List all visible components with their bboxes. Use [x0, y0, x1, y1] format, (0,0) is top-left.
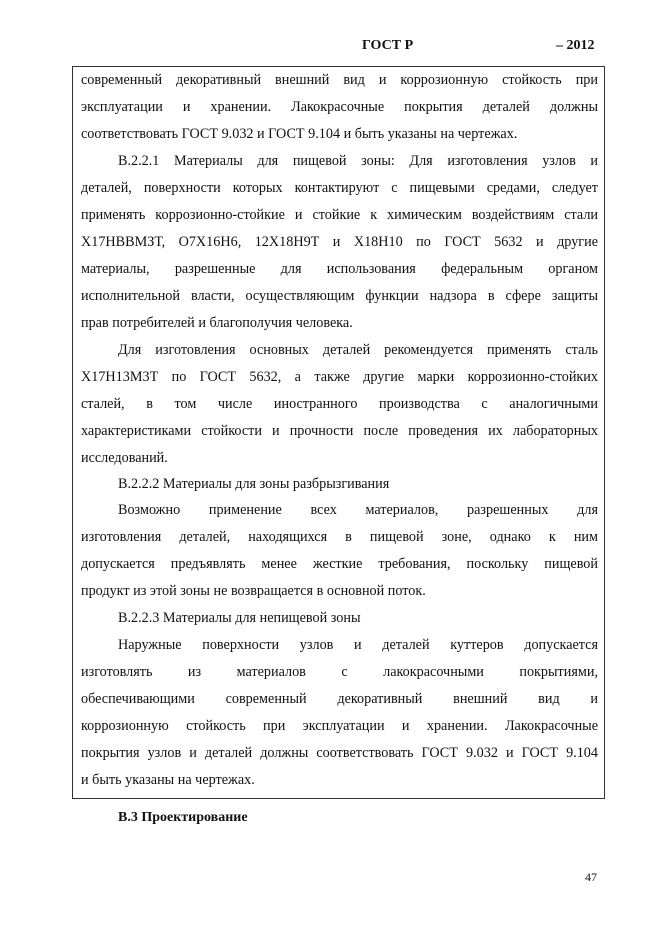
text-line: эксплуатации и хранении. Лакокрасочные покрытия деталей должны	[81, 99, 598, 115]
text-line: изготовления деталей, находящихся в пищевой зоне, однако к ним	[81, 529, 598, 545]
text-line: и быть указаны на чертежах.	[81, 772, 255, 788]
text-line: применять коррозионно-стойкие и стойкие к химическим воздействиям стали	[81, 207, 598, 223]
text-line: Наружные поверхности узлов и деталей куттеров допускается	[118, 637, 598, 653]
section-title-b223: В.2.2.3 Материалы для непищевой зоны	[118, 610, 361, 626]
page-number: 47	[585, 870, 597, 884]
text-line: Для изготовления основных деталей рекомендуется применять сталь	[118, 342, 598, 358]
text-line: коррозионную стойкость при эксплуатации и хранении. Лакокрасочные	[81, 718, 598, 734]
section-heading-b3: В.3 Проектирование	[118, 810, 248, 825]
section-title-b221: В.2.2.1 Материалы для пищевой зоны: Для изготовления узлов и	[118, 153, 598, 169]
text-line: покрытия узлов и деталей должны соответствовать ГОСТ 9.032 и ГОСТ 9.104	[81, 745, 598, 761]
text-line: обеспечивающими современный декоративный внешний вид и	[81, 691, 598, 707]
header-year: – 2012	[556, 38, 595, 53]
text-line: характеристиками стойкости и прочности после проведения их лабораторных	[81, 423, 598, 439]
text-line: деталей, поверхности которых контактируют с пищевыми средами, следует	[81, 180, 598, 196]
text-line: Х17Н13М3Т по ГОСТ 5632, а также другие марки коррозионно-стойких	[81, 369, 598, 385]
section-title-b222: В.2.2.2 Материалы для зоны разбрызгивания	[118, 476, 390, 492]
text-line: соответствовать ГОСТ 9.032 и ГОСТ 9.104 и быть указаны на чертежах.	[81, 126, 518, 142]
text-line: Возможно применение всех материалов, разрешенных для	[118, 502, 598, 518]
text-line: изготовлять из материалов с лакокрасочными покрытиями,	[81, 664, 598, 680]
text-line: исполнительной власти, осуществляющим функции надзора в сфере защиты	[81, 288, 598, 304]
header-standard-code: ГОСТ Р	[362, 38, 414, 53]
text-line: продукт из этой зоны не возвращается в основной поток.	[81, 583, 426, 599]
text-line: допускается предъявлять менее жесткие требования, поскольку пищевой	[81, 556, 598, 572]
text-line: исследований.	[81, 450, 168, 466]
text-line: современный декоративный внешний вид и коррозионную стойкость при	[81, 72, 598, 88]
text-line: прав потребителей и благополучия человека.	[81, 315, 353, 331]
text-line: материалы, разрешенные для использования федеральным органом	[81, 261, 598, 277]
text-line: Х17НВВМЗТ, О7Х16Н6, 12Х18Н9Т и Х18Н10 по ГОСТ 5632 и другие	[81, 234, 598, 250]
text-line: сталей, в том числе иностранного производства с аналогичными	[81, 396, 598, 412]
